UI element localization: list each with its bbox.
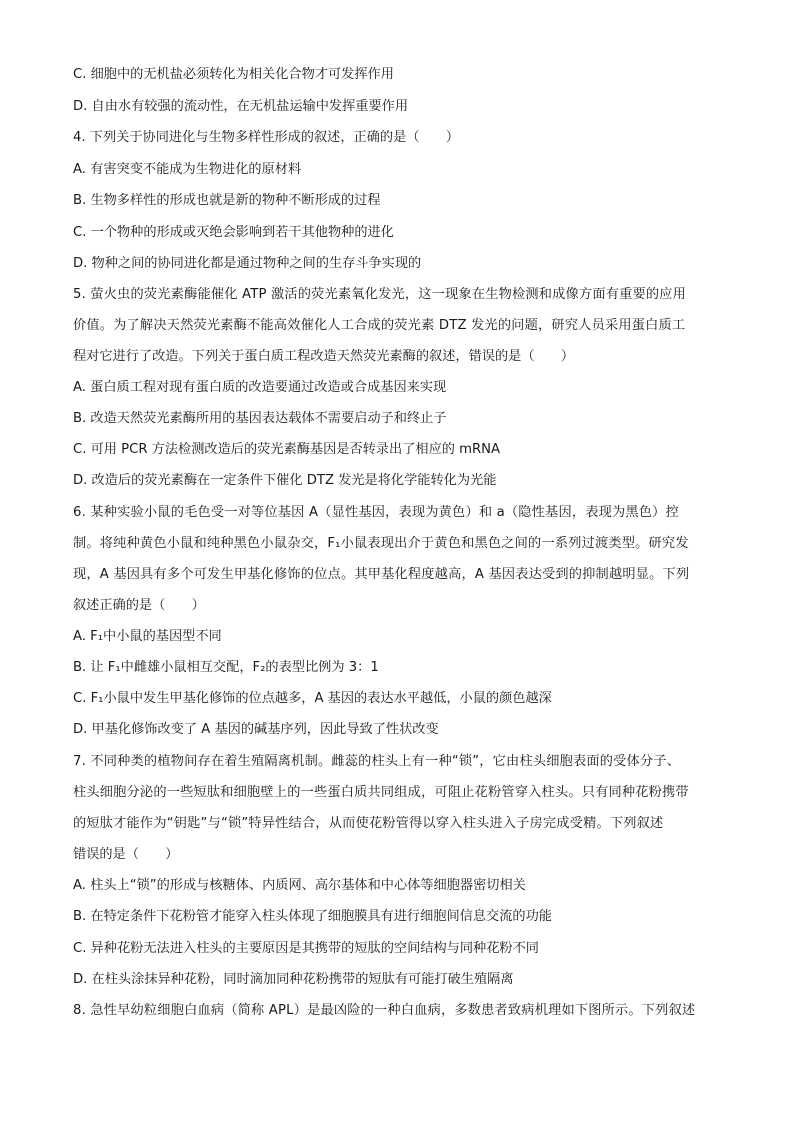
- question-5-stem-line-3: 程对它进行了改造。下列关于蛋白质工程改造天然荧光素酶的叙述，错误的是（ ）: [73, 349, 575, 364]
- question-6-stem-line-2: 制。将纯种黄色小鼠和纯种黑色小鼠杂交，F₁小鼠表现出介于黄色和黑色之间的一系列过渡类型。研究发: [73, 536, 689, 551]
- option-5b: B. 改造天然荧光素酶所用的基因表达载体不需要启动子和终止子: [73, 411, 447, 426]
- question-7-stem-line-4: 错误的是（ ）: [73, 847, 179, 862]
- question-5-stem-line-1: 5. 萤火虫的荧光素酶能催化 ATP 激活的荧光素氧化发光，这一现象在生物检测和成像方面有重要的应用: [73, 287, 687, 302]
- question-6-stem-line-4: 叙述正确的是（ ）: [73, 598, 205, 613]
- question-6-stem-line-1: 6. 某种实验小鼠的毛色受一对等位基因 A（显性基因，表现为黄色）和 a（隐性基因，表现为黑色）控: [73, 505, 679, 520]
- option-7a: A. 柱头上“锁”的形成与核糖体、内质网、高尔基体和中心体等细胞器密切相关: [73, 878, 526, 893]
- question-7-stem-line-2: 柱头细胞分泌的一些短肽和细胞壁上的一些蛋白质共同组成，可阻止花粉管穿入柱头。只有同种花粉携带: [73, 785, 689, 800]
- option-7c: C. 异种花粉无法进入柱头的主要原因是其携带的短肽的空间结构与同种花粉不同: [73, 941, 539, 956]
- option-6a: A. F₁中小鼠的基因型不同: [73, 629, 222, 644]
- question-6-stem-line-3: 现，A 基因具有多个可发生甲基化修饰的位点。其甲基化程度越高，A 基因表达受到的抑制越明显。下列: [73, 567, 690, 582]
- option-6b: B. 让 F₁中雌雄小鼠相互交配，F₂的表型比例为 3：1: [73, 660, 379, 675]
- option-5c: C. 可用 PCR 方法检测改造后的荧光素酶基因是否转录出了相应的 mRNA: [73, 442, 501, 457]
- option-4d: D. 物种之间的协同进化都是通过物种之间的生存斗争实现的: [73, 256, 422, 271]
- option-6d: D. 甲基化修饰改变了 A 基因的碱基序列，因此导致了性状改变: [73, 722, 439, 737]
- question-5-stem-line-2: 价值。为了解决天然荧光素酶不能高效催化人工合成的荧光素 DTZ 发光的问题，研究人员采用蛋白质工: [73, 318, 686, 333]
- question-8-stem-line-1: 8. 急性早幼粒细胞白血病（简称 APL）是最凶险的一种白血病，多数患者致病机理如下图所示。下列叙述: [73, 1003, 696, 1018]
- option-4a: A. 有害突变不能成为生物进化的原材料: [73, 162, 302, 177]
- option-5d: D. 改造后的荧光素酶在一定条件下催化 DTZ 发光是将化学能转化为光能: [73, 473, 497, 488]
- option-7b: B. 在特定条件下花粉管才能穿入柱头体现了细胞膜具有进行细胞间信息交流的功能: [73, 909, 552, 924]
- option-4b: B. 生物多样性的形成也就是新的物种不断形成的过程: [73, 193, 381, 208]
- question-4-stem: 4. 下列关于协同进化与生物多样性形成的叙述，正确的是（ ）: [73, 130, 460, 145]
- option-7d: D. 在柱头涂抹异种花粉，同时滴加同种花粉携带的短肽有可能打破生殖隔离: [73, 972, 514, 987]
- question-7-stem-line-1: 7. 不同种类的植物间存在着生殖隔离机制。雌蕊的柱头上有一种“锁”，它由柱头细胞表面的受体分子、: [73, 754, 681, 769]
- option-5a: A. 蛋白质工程对现有蛋白质的改造要通过改造或合成基因来实现: [73, 380, 447, 395]
- option-3c: C. 细胞中的无机盐必须转化为相关化合物才可发挥作用: [73, 67, 394, 82]
- option-6c: C. F₁小鼠中发生甲基化修饰的位点越多，A 基因的表达水平越低，小鼠的颜色越深: [73, 691, 552, 706]
- question-7-stem-line-3: 的短肽才能作为“钥匙”与“锁”特异性结合，从而使花粉管得以穿入柱头进入子房完成受精。下列叙述: [73, 816, 664, 831]
- option-4c: C. 一个物种的形成或灭绝会影响到若干其他物种的进化: [73, 225, 394, 240]
- option-3d: D. 自由水有较强的流动性，在无机盐运输中发挥重要作用: [73, 99, 409, 114]
